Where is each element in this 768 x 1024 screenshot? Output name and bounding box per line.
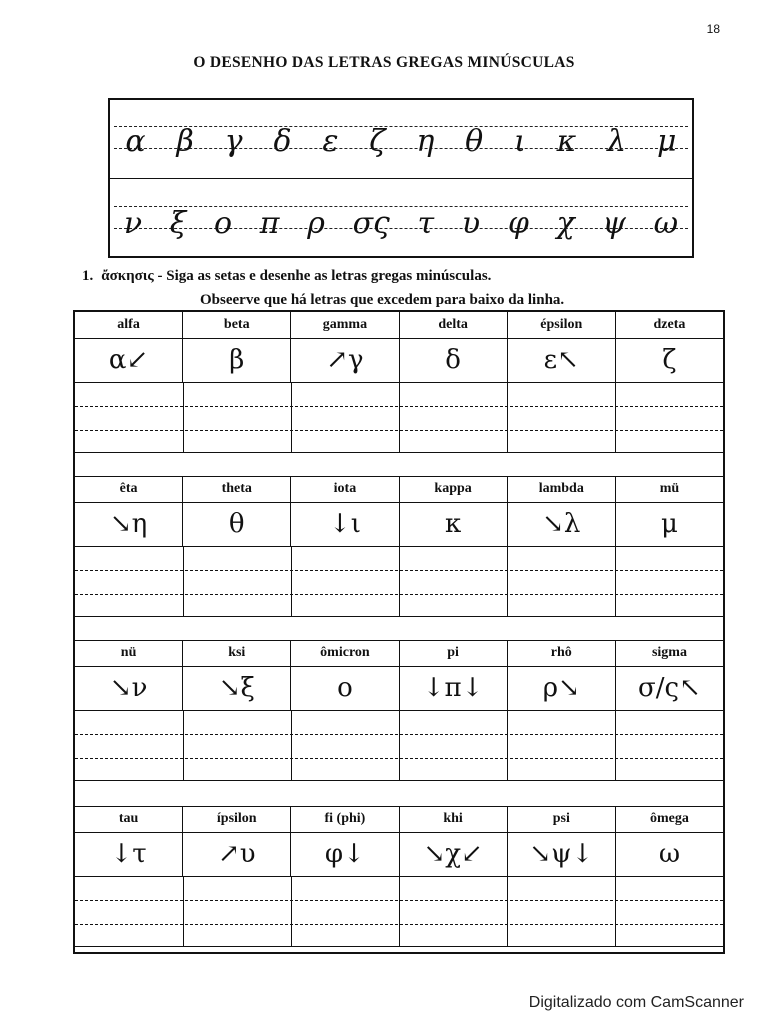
table-rule bbox=[75, 832, 723, 833]
letter-names-row bbox=[75, 806, 723, 832]
letter-glyph: ρ↘ bbox=[508, 666, 616, 710]
letter-glyph: ↘ν bbox=[75, 666, 183, 710]
letter-glyph: ↓ι bbox=[291, 502, 399, 546]
letter-name: psi bbox=[508, 806, 616, 832]
exercise-note: Obseerve que há letras que excedem para baixo da linha. bbox=[200, 292, 565, 308]
column-divider bbox=[399, 546, 400, 616]
column-divider bbox=[183, 382, 184, 452]
table-rule bbox=[75, 338, 723, 339]
column-divider bbox=[615, 710, 616, 780]
letter-glyph: β bbox=[183, 338, 291, 382]
table-rule bbox=[75, 502, 723, 503]
letter-glyphs-row bbox=[75, 666, 723, 710]
letter-name: lambda bbox=[508, 476, 616, 502]
letter-glyph: α↙ bbox=[75, 338, 183, 382]
letter-section bbox=[75, 806, 723, 966]
letter-name: ômicron bbox=[291, 640, 399, 666]
letter-name: sigma bbox=[651, 645, 687, 660]
column-divider bbox=[507, 876, 508, 946]
alphabet-letter: ε bbox=[322, 123, 339, 159]
column-divider bbox=[615, 382, 616, 452]
letter-glyph: μ bbox=[660, 509, 678, 539]
table-rule bbox=[75, 452, 723, 453]
column-divider bbox=[291, 382, 292, 452]
section-top-rule bbox=[75, 476, 723, 477]
alphabet-letter: κ bbox=[556, 123, 577, 159]
letter-glyph: ω bbox=[658, 839, 681, 869]
letter-name: gamma bbox=[291, 312, 399, 338]
alphabet-letter: π bbox=[259, 205, 280, 241]
letter-glyph: θ bbox=[183, 502, 291, 546]
alphabet-letter: ω bbox=[653, 205, 679, 241]
alphabet-letter: ν bbox=[123, 205, 143, 241]
letter-glyphs-row bbox=[75, 832, 723, 876]
column-divider bbox=[399, 876, 400, 946]
letter-glyph: φ↓ bbox=[291, 832, 399, 876]
letter-name: épsilon bbox=[508, 312, 616, 338]
alphabet-letter: λ bbox=[607, 123, 627, 159]
column-divider bbox=[399, 710, 400, 780]
letter-section bbox=[75, 640, 723, 800]
letter-section bbox=[75, 312, 723, 472]
column-divider bbox=[291, 710, 292, 780]
alphabet-letter: δ bbox=[273, 123, 292, 159]
letter-name: beta bbox=[183, 312, 291, 338]
letter-name: ômega bbox=[650, 811, 689, 826]
letter-glyph: ↘η bbox=[75, 502, 183, 546]
alphabet-letter: η bbox=[416, 123, 435, 159]
table-rule bbox=[75, 666, 723, 667]
letter-name: rhô bbox=[508, 640, 616, 666]
letter-glyph: ζ bbox=[662, 345, 677, 375]
letter-name: fi (phi) bbox=[291, 806, 399, 832]
alphabet-letter: ρ bbox=[307, 205, 325, 241]
footer-watermark: Digitalizado com CamScanner bbox=[528, 994, 744, 1011]
letter-name: khi bbox=[400, 806, 508, 832]
column-divider bbox=[183, 876, 184, 946]
column-divider bbox=[615, 876, 616, 946]
letter-name: kappa bbox=[400, 476, 508, 502]
letter-glyph: ↘ξ bbox=[183, 666, 291, 710]
column-divider bbox=[615, 546, 616, 616]
exercise-table bbox=[73, 310, 725, 954]
letter-name: tau bbox=[75, 806, 183, 832]
exercise-heading bbox=[82, 268, 491, 285]
letter-name: theta bbox=[183, 476, 291, 502]
letter-name: dzeta bbox=[653, 317, 686, 332]
letter-names-row bbox=[75, 476, 723, 502]
letter-name: iota bbox=[291, 476, 399, 502]
column-divider bbox=[183, 710, 184, 780]
column-divider bbox=[507, 546, 508, 616]
letter-glyph: κ bbox=[400, 502, 508, 546]
alphabet-letter: χ bbox=[556, 205, 575, 241]
letter-glyph: ε↖ bbox=[508, 338, 616, 382]
letter-glyph: ↘λ bbox=[508, 502, 616, 546]
alphabet-letter: ζ bbox=[369, 123, 386, 159]
letter-section bbox=[75, 476, 723, 636]
letter-glyph: ↗γ bbox=[291, 338, 399, 382]
letter-glyph: ↘ψ↓ bbox=[508, 832, 616, 876]
letter-name: alfa bbox=[75, 312, 183, 338]
table-rule bbox=[75, 946, 723, 947]
alphabet-letter: β bbox=[176, 123, 194, 159]
letter-name: pi bbox=[400, 640, 508, 666]
letter-names-row bbox=[75, 312, 723, 338]
alphabet-letter: θ bbox=[465, 123, 484, 159]
letter-glyph: σ/ς↖ bbox=[638, 673, 701, 703]
letter-name: mü bbox=[659, 481, 680, 496]
alphabet-letter: ι bbox=[514, 123, 526, 159]
alphabet-letter: τ bbox=[417, 205, 435, 241]
letter-names-row bbox=[75, 640, 723, 666]
table-rule bbox=[75, 616, 723, 617]
alphabet-letter: μ bbox=[657, 123, 677, 159]
alphabet-box bbox=[108, 98, 694, 258]
alphabet-letter: ξ bbox=[169, 205, 187, 241]
column-divider bbox=[291, 876, 292, 946]
letter-glyphs-row bbox=[75, 338, 723, 382]
alphabet-letter: σς bbox=[352, 205, 390, 241]
letter-name: ksi bbox=[183, 640, 291, 666]
letter-name: nü bbox=[75, 640, 183, 666]
column-divider bbox=[507, 710, 508, 780]
page-number: 18 bbox=[706, 22, 720, 36]
alphabet-letter: υ bbox=[461, 205, 481, 241]
alphabet-letter: ψ bbox=[602, 205, 626, 241]
letter-glyph: δ bbox=[400, 338, 508, 382]
column-divider bbox=[183, 546, 184, 616]
letter-glyph: ↓τ bbox=[75, 832, 183, 876]
alphabet-letter: α bbox=[125, 123, 146, 159]
letter-glyph: ο bbox=[291, 666, 399, 710]
alphabet-letter: φ bbox=[507, 205, 529, 241]
column-divider bbox=[291, 546, 292, 616]
letter-name: êta bbox=[75, 476, 183, 502]
column-divider bbox=[507, 382, 508, 452]
section-top-rule bbox=[75, 806, 723, 807]
alphabet-row-1 bbox=[110, 102, 692, 174]
alphabet-letter: ο bbox=[214, 205, 233, 241]
letter-glyph: ↗υ bbox=[183, 832, 291, 876]
letter-name: delta bbox=[400, 312, 508, 338]
table-rule bbox=[75, 780, 723, 781]
exercise-heading-text: ἄσκησις - Siga as setas e desenhe as letras gregas minúsculas. bbox=[101, 268, 492, 284]
column-divider bbox=[399, 382, 400, 452]
letter-glyph: ↓π↓ bbox=[400, 666, 508, 710]
letter-glyph: ↘χ↙ bbox=[400, 832, 508, 876]
exercise-number: 1. bbox=[82, 268, 94, 284]
alphabet-letter: γ bbox=[224, 123, 243, 159]
letter-glyphs-row bbox=[75, 502, 723, 546]
alphabet-row-2 bbox=[110, 184, 692, 256]
letter-name: ípsilon bbox=[183, 806, 291, 832]
page-title: O DESENHO DAS LETRAS GREGAS MINÚSCULAS bbox=[193, 54, 575, 71]
section-top-rule bbox=[75, 640, 723, 641]
